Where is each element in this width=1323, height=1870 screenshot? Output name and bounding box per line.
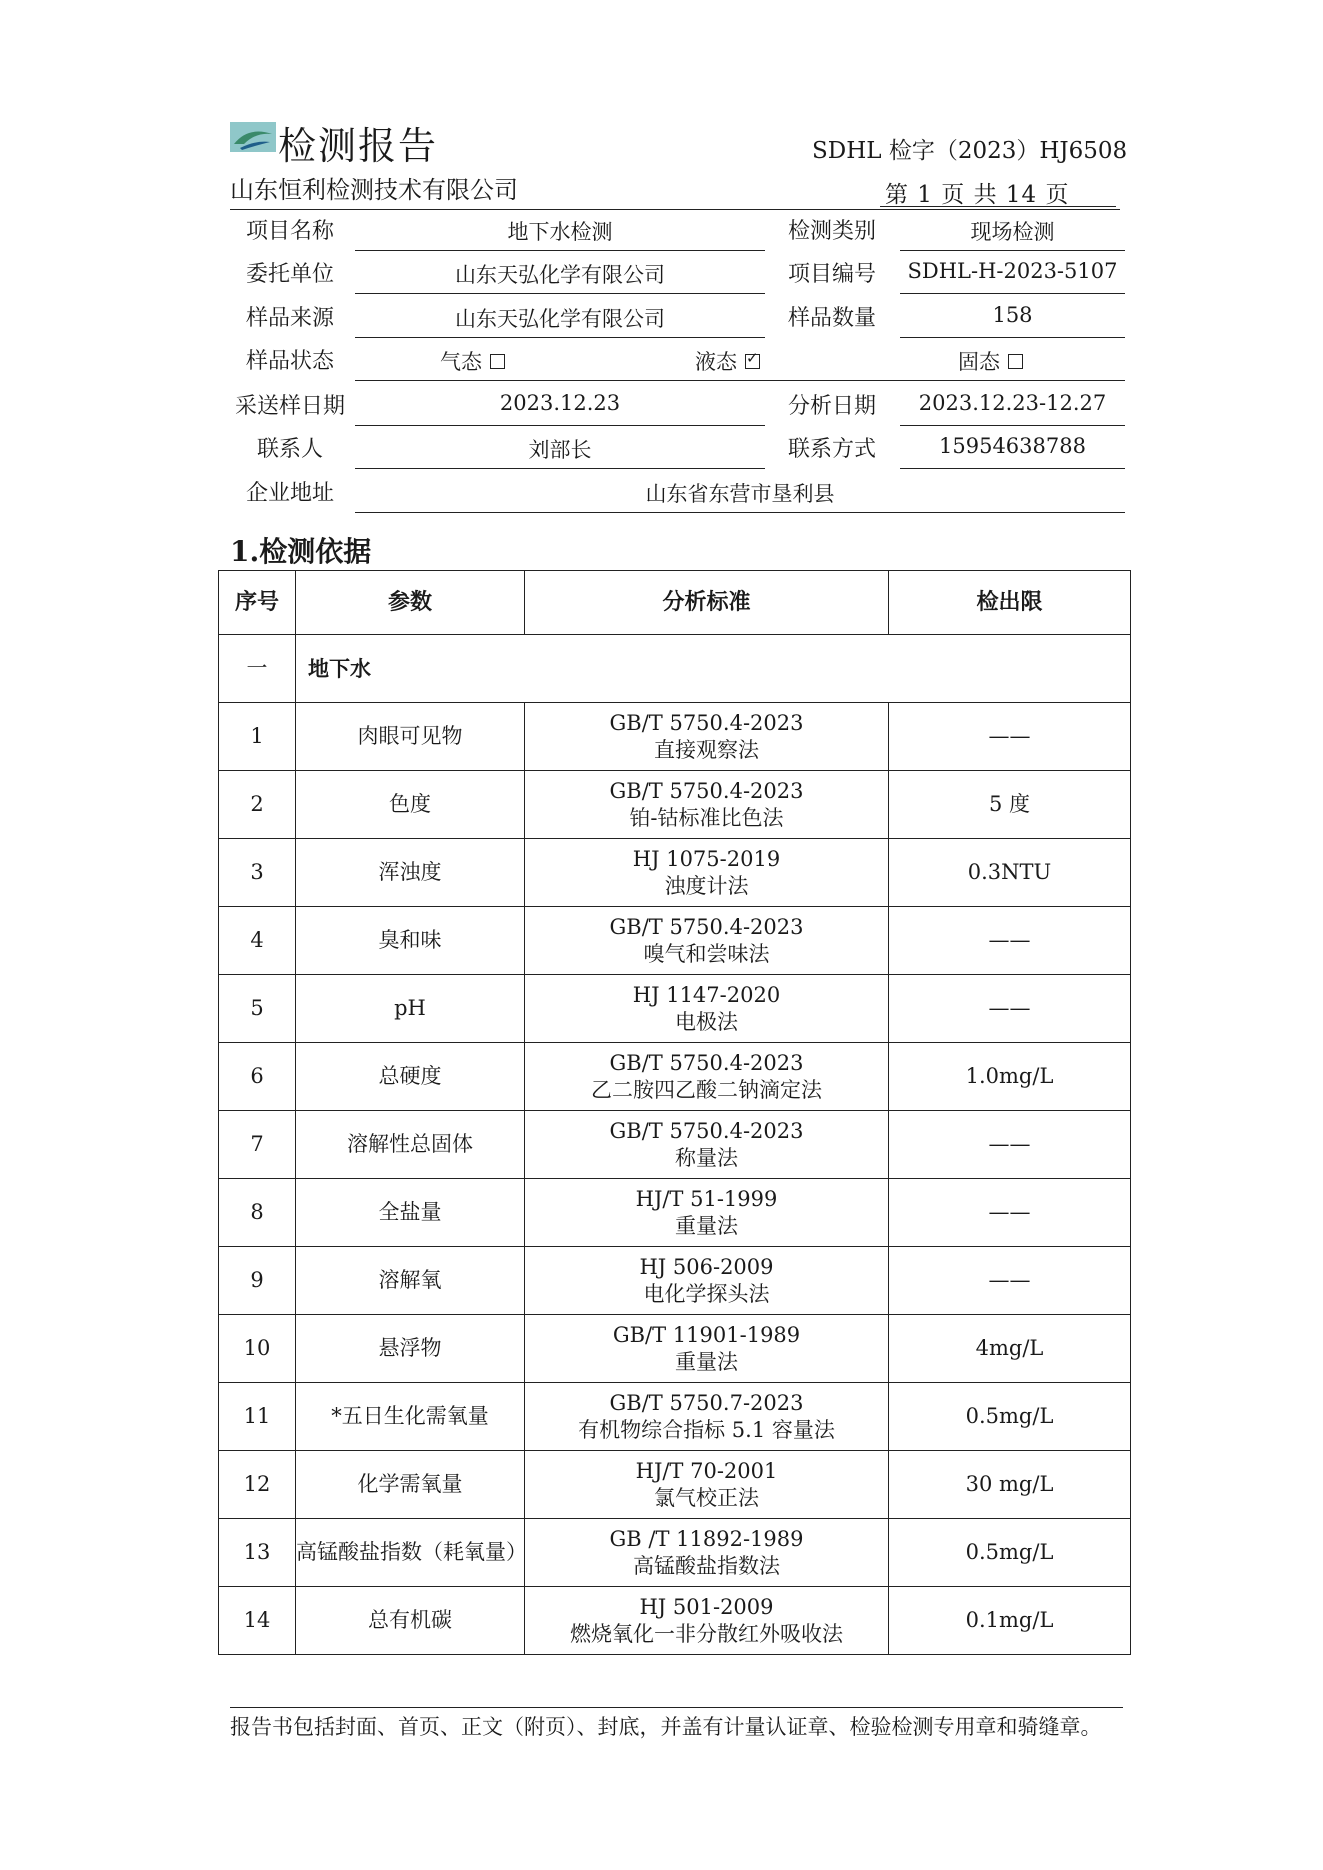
standard-code: GB/T 11901-1989	[612, 1322, 801, 1347]
row-no: 12	[219, 1451, 296, 1519]
header-standard: 分析标准	[525, 571, 889, 635]
contact-value: 刘部长	[528, 438, 592, 462]
row-no: 14	[219, 1587, 296, 1655]
row-standard	[525, 839, 889, 907]
contact-line	[355, 468, 765, 469]
row-standard	[525, 1179, 889, 1247]
sample-date-line	[355, 425, 765, 426]
project-code-line	[900, 293, 1125, 294]
state-liquid: 液态✓	[695, 346, 760, 376]
table-row	[219, 839, 1131, 907]
standard-code: GB/T 5750.4-2023	[609, 914, 804, 939]
table-row	[219, 1451, 1131, 1519]
page-number-underline	[880, 206, 1116, 207]
row-limit: 4mg/L	[889, 1315, 1131, 1383]
row-param: 浑浊度	[296, 839, 525, 907]
table-row	[219, 1111, 1131, 1179]
row-limit: 30 mg/L	[889, 1451, 1131, 1519]
footer-divider	[230, 1707, 1123, 1708]
standard-method: 称量法	[675, 1145, 738, 1170]
row-limit: ——	[889, 1111, 1131, 1179]
report-number: SDHL 检字（2023）HJ6508	[812, 138, 1128, 164]
row-standard	[525, 703, 889, 771]
standards-table	[218, 570, 1131, 1655]
header-limit: 检出限	[889, 571, 1131, 635]
table-row	[219, 771, 1131, 839]
standard-method: 有机物综合指标 5.1 容量法	[578, 1417, 835, 1442]
row-param: 肉眼可见物	[296, 703, 525, 771]
phone-label: 联系方式	[787, 437, 876, 462]
standard-method: 浊度计法	[664, 873, 749, 898]
sample-date-label: 采送样日期	[234, 394, 345, 419]
client-value: 山东天弘化学有限公司	[455, 263, 665, 287]
row-standard	[525, 1519, 889, 1587]
row-standard	[525, 771, 889, 839]
sample-date-value: 2023.12.23	[499, 391, 621, 415]
sample-source-label: 样品来源	[245, 306, 334, 331]
project-name-value: 地下水检测	[507, 220, 613, 244]
row-limit: ——	[889, 975, 1131, 1043]
standard-method: 重量法	[675, 1213, 738, 1238]
section-title: 1.检测依据	[230, 535, 372, 568]
row-param: 全盐量	[296, 1179, 525, 1247]
row-param: 总有机碳	[296, 1587, 525, 1655]
row-standard	[525, 1043, 889, 1111]
standard-method: 氯气校正法	[654, 1485, 759, 1510]
analysis-date-line	[900, 425, 1125, 426]
row-standard	[525, 907, 889, 975]
table-row	[219, 975, 1131, 1043]
analysis-date-value: 2023.12.23-12.27	[918, 391, 1107, 415]
contact-label: 联系人	[256, 437, 323, 462]
row-no: 4	[219, 907, 296, 975]
row-limit: 1.0mg/L	[889, 1043, 1131, 1111]
project-code-label: 项目编号	[787, 262, 876, 287]
row-limit: 0.5mg/L	[889, 1519, 1131, 1587]
sample-state-label: 样品状态	[245, 349, 334, 374]
company-logo-icon	[230, 122, 276, 152]
address-label: 企业地址	[245, 481, 334, 506]
sample-source-line	[355, 337, 765, 338]
standard-method: 高锰酸盐指数法	[633, 1553, 780, 1578]
analysis-date-label: 分析日期	[787, 394, 876, 419]
row-standard	[525, 1111, 889, 1179]
address-line	[355, 512, 1125, 513]
standard-method: 直接观察法	[654, 737, 759, 762]
header-param: 参数	[296, 571, 525, 635]
standard-code: HJ 1147-2020	[632, 982, 781, 1007]
table-header-row	[219, 571, 1131, 635]
row-param: 色度	[296, 771, 525, 839]
test-type-label: 检测类别	[787, 219, 876, 244]
standard-code: HJ 501-2009	[639, 1594, 774, 1619]
row-limit: ——	[889, 703, 1131, 771]
row-standard	[525, 975, 889, 1043]
standard-code: GB/T 5750.4-2023	[609, 778, 804, 803]
table-row	[219, 1043, 1131, 1111]
row-param: 溶解氧	[296, 1247, 525, 1315]
standard-code: GB/T 5750.4-2023	[609, 1118, 804, 1143]
row-param: 高锰酸盐指数（耗氧量）	[296, 1519, 525, 1587]
standard-code: GB/T 5750.4-2023	[609, 710, 804, 735]
header-divider	[230, 209, 1120, 210]
table-row	[219, 1247, 1131, 1315]
row-no: 5	[219, 975, 296, 1043]
row-no: 3	[219, 839, 296, 907]
state-solid-checkbox	[1008, 354, 1023, 369]
row-param: pH	[296, 975, 525, 1043]
group-no: 一	[219, 635, 296, 703]
standard-code: GB /T 11892-1989	[609, 1526, 804, 1551]
phone-value: 15954638788	[939, 434, 1086, 458]
standard-method: 嗅气和尝味法	[643, 941, 770, 966]
standard-code: HJ 1075-2019	[632, 846, 781, 871]
row-param: 悬浮物	[296, 1315, 525, 1383]
standard-method: 铂-钴标准比色法	[629, 805, 784, 830]
row-no: 13	[219, 1519, 296, 1587]
test-type-line	[900, 250, 1125, 251]
project-code-value: SDHL-H-2023-5107	[907, 259, 1118, 283]
row-standard	[525, 1247, 889, 1315]
table-row	[219, 1315, 1131, 1383]
row-no: 2	[219, 771, 296, 839]
company-name: 山东恒利检测技术有限公司	[230, 176, 518, 204]
project-name-label: 项目名称	[245, 219, 334, 244]
row-no: 6	[219, 1043, 296, 1111]
row-param: 化学需氧量	[296, 1451, 525, 1519]
sample-count-line	[900, 337, 1125, 338]
state-liquid-checkbox	[745, 354, 760, 369]
row-no: 9	[219, 1247, 296, 1315]
client-label: 委托单位	[245, 262, 334, 287]
row-no: 1	[219, 703, 296, 771]
row-param: 总硬度	[296, 1043, 525, 1111]
row-no: 7	[219, 1111, 296, 1179]
footer-note: 报告书包括封面、首页、正文（附页）、封底，并盖有计量认证章、检验检测专用章和骑缝章。	[230, 1715, 1102, 1739]
table-row	[219, 1383, 1131, 1451]
row-param: 溶解性总固体	[296, 1111, 525, 1179]
project-name-line	[355, 250, 765, 251]
row-limit: 0.3NTU	[889, 839, 1131, 907]
header-no: 序号	[219, 571, 296, 635]
row-standard	[525, 1587, 889, 1655]
standard-code: HJ 506-2009	[639, 1254, 774, 1279]
row-standard	[525, 1451, 889, 1519]
row-limit: 0.1mg/L	[889, 1587, 1131, 1655]
report-title: 检测报告	[278, 124, 439, 168]
group-name: 地下水	[296, 635, 1131, 703]
row-no: 11	[219, 1383, 296, 1451]
page-number: 第 1 页 共 14 页	[885, 182, 1070, 208]
row-limit: 0.5mg/L	[889, 1383, 1131, 1451]
row-no: 8	[219, 1179, 296, 1247]
standard-method: 重量法	[675, 1349, 738, 1374]
table-row	[219, 1587, 1131, 1655]
sample-state-line	[355, 380, 1125, 381]
state-solid: 固态	[958, 346, 1023, 376]
row-standard	[525, 1383, 889, 1451]
standard-method: 电极法	[675, 1009, 738, 1034]
standard-code: GB/T 5750.7-2023	[609, 1390, 804, 1415]
row-limit: ——	[889, 907, 1131, 975]
table-row	[219, 907, 1131, 975]
table-group-row	[219, 635, 1131, 703]
row-limit: ——	[889, 1179, 1131, 1247]
row-standard	[525, 1315, 889, 1383]
test-type-value: 现场检测	[970, 220, 1055, 244]
sample-count-value: 158	[992, 303, 1033, 327]
standard-code: HJ/T 70-2001	[635, 1458, 778, 1483]
table-row	[219, 703, 1131, 771]
phone-line	[900, 468, 1125, 469]
state-gas-checkbox	[490, 354, 505, 369]
standard-code: GB/T 5750.4-2023	[609, 1050, 804, 1075]
table-row	[219, 1179, 1131, 1247]
row-limit: 5 度	[889, 771, 1131, 839]
row-limit: ——	[889, 1247, 1131, 1315]
sample-source-value: 山东天弘化学有限公司	[455, 307, 665, 331]
address-value: 山东省东营市垦利县	[645, 482, 835, 506]
standard-method: 电化学探头法	[643, 1281, 770, 1306]
standard-method: 燃烧氧化一非分散红外吸收法	[570, 1621, 843, 1646]
state-gas: 气态	[440, 346, 505, 376]
standard-method: 乙二胺四乙酸二钠滴定法	[591, 1077, 822, 1102]
table-row	[219, 1519, 1131, 1587]
sample-count-label: 样品数量	[787, 306, 876, 331]
row-param: *五日生化需氧量	[296, 1383, 525, 1451]
row-param: 臭和味	[296, 907, 525, 975]
row-no: 10	[219, 1315, 296, 1383]
client-line	[355, 293, 765, 294]
standard-code: HJ/T 51-1999	[635, 1186, 778, 1211]
